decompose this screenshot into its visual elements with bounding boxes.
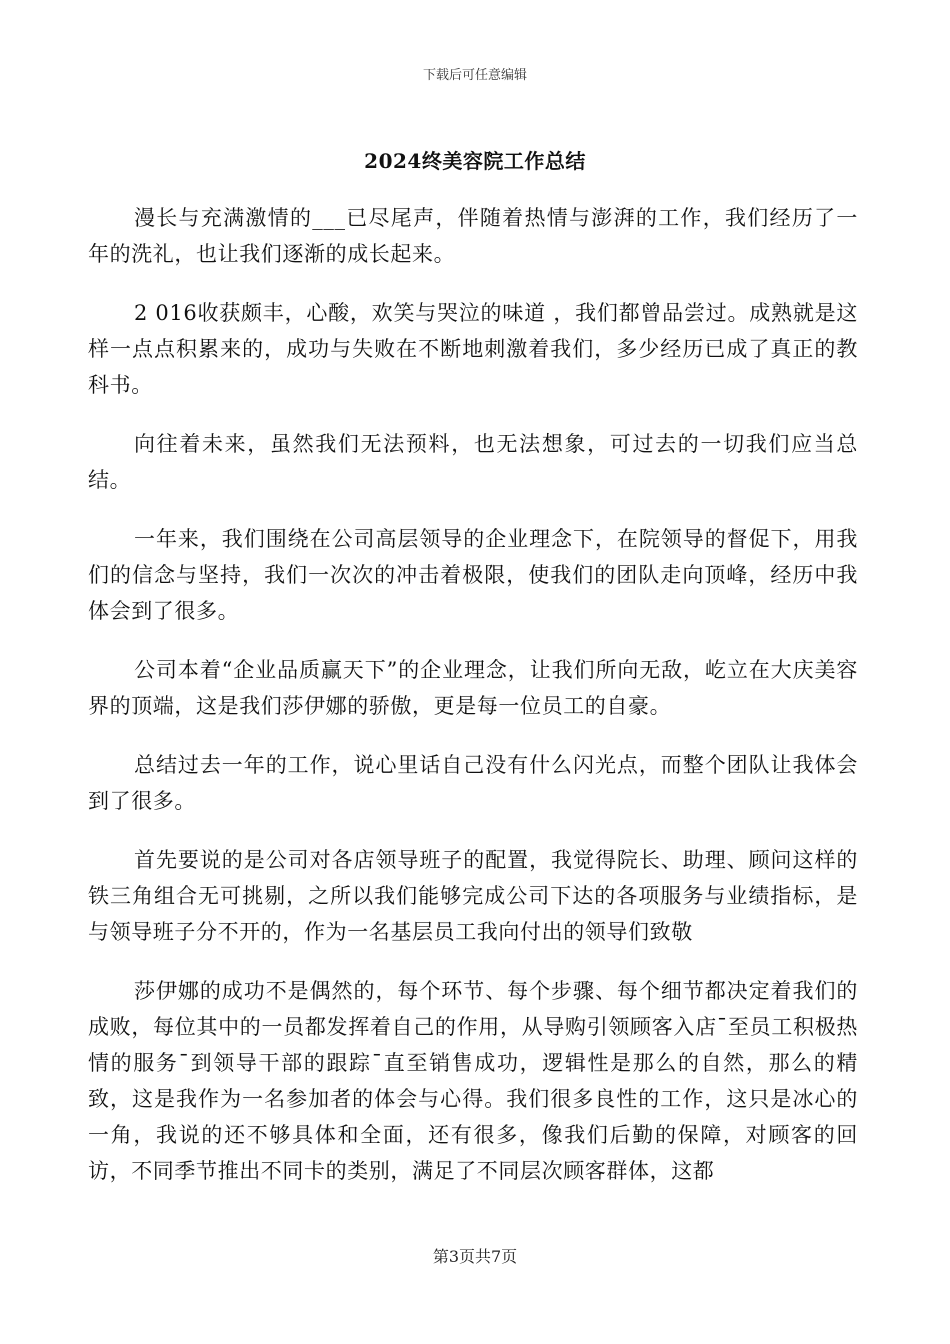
paragraph: 一年来，我们围绕在公司高层领导的企业理念下，在院领导的督促下，用我们的信念与坚持，我们一次次的冲击着极限，使我们的团队走向顶峰，经历中我体会到了很多。 <box>88 527 858 623</box>
page-header: 下载后可任意编辑 <box>422 68 527 83</box>
paragraph: 漫长与充满激情的___已尽尾声，伴随着热情与澎湃的工作，我们经历了一年的洗礼，也让我们逐渐的成长起来。 <box>88 206 858 266</box>
page-number: 第3页共7页 <box>432 1247 518 1266</box>
paragraph: 莎伊娜的成功不是偶然的，每个环节、每个步骤、每个细节都决定着我们的成败，每位其中的一员都发挥着自己的作用，从导购引领顾客入店¯至员工积极热情的服务¯到领导干部的跟踪¯直至销售成功，逻辑性是那么的自然，那么的精致，这是我作为一名参加者的体会与心得。我们很多良性的工作，这只是冰心的一角，我说的还不够具体和全面，还有很多，像我们后勤的保障，对顾客的回访，不同季节推出不同卡的类别，满足了不同层次顾客群体，这都 <box>88 979 858 1183</box>
document-title: 2024终美容院工作总结 <box>364 149 586 173</box>
paragraph: 2 016收获颇丰，心酸，欢笑与哭泣的味道 ，我们都曾品尝过。成熟就是这样一点点积累来的，成功与失败在不断地刺激着我们，多少经历已成了真正的教科书。 <box>88 301 858 397</box>
paragraph: 向往着未来，虽然我们无法预料，也无法想象，可过去的一切我们应当总结。 <box>88 432 858 492</box>
paragraph: 首先要说的是公司对各店领导班子的配置，我觉得院长、助理、顾问这样的铁三角组合无可挑剔，之所以我们能够完成公司下达的各项服务与业绩指标，是与领导班子分不开的，作为一名基层员工我向付出的领导们致敬 <box>88 848 858 944</box>
paragraph: 总结过去一年的工作，说心里话自己没有什么闪光点，而整个团队让我体会到了很多。 <box>88 753 858 813</box>
paragraph: 公司本着“企业品质赢天下”的企业理念，让我们所向无敌，屹立在大庆美容界的顶端，这是我们莎伊娜的骄傲，更是每一位员工的自豪。 <box>88 658 858 718</box>
document-body <box>88 200 858 1212</box>
